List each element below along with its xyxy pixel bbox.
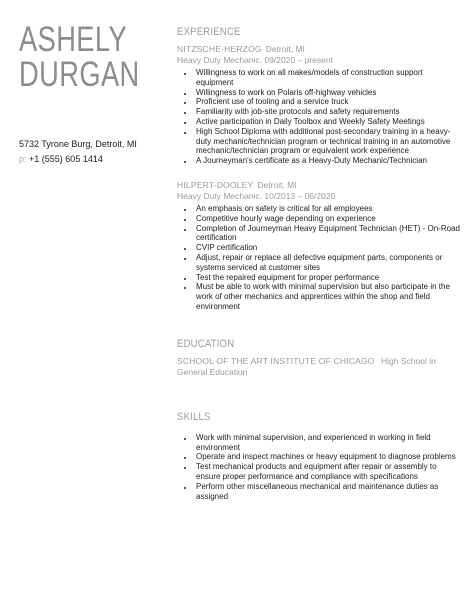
contact-info (19, 137, 137, 167)
job-location: Detroit, MI (257, 179, 297, 190)
job-bullets (177, 204, 462, 312)
list-item: • Willingness to work on all makes/models of construction support equipment (194, 68, 462, 88)
main-column (177, 26, 462, 501)
list-item: • Operate and inspect machines or heavy equipment to diagnose problems (194, 452, 462, 462)
experience-heading: EXPERIENCE (177, 26, 241, 38)
job-title-dates: Heavy Duty Mechanic. 10/2013 – 06/2020 (177, 190, 336, 201)
phone-number: +1 (555) 605 1414 (29, 154, 103, 164)
list-item: • Test the repaired equipment for proper performance (194, 273, 462, 283)
list-item: • Competitive hourly wage depending on experience (194, 214, 462, 224)
list-item: • Perform other miscellaneous mechanical and maintenance duties as assigned (194, 482, 462, 502)
job-entry (177, 180, 462, 312)
list-item: • Completion of Journeyman Heavy Equipment Technician (HET) - On-Road certification (194, 224, 462, 244)
first-name: ASHELY (19, 20, 128, 59)
name-block (19, 22, 159, 92)
list-item: • Willingness to work on Polaris off-highway vehicles (194, 88, 462, 98)
list-item: • Test mechanical products and equipment after repair or assembly to ensure proper performance and compliance with specifications (194, 462, 462, 482)
list-item: • Must be able to work with minimal supervision but also participate in the work of other mechanics and apprentices within the shop and field environment (194, 282, 462, 311)
list-item: • An emphasis on safety is critical for all employees (194, 204, 462, 214)
skills-list (177, 433, 462, 502)
list-item: • A Journeyman's certificate as a Heavy-Duty Mechanic/Technician (194, 156, 462, 166)
phone-prefix: p: (19, 154, 27, 164)
address: 5732 Tyrone Burg, Detroit, MI (19, 139, 137, 149)
list-item: • CVIP certification (194, 243, 462, 253)
education-heading: EDUCATION (177, 337, 235, 350)
list-item: • Adjust, repair or replace all defective equipment parts, components or systems serviced at customer sites (194, 253, 462, 273)
list-item: • High School Diploma with additional post-secondary training in a heavy-duty mechanic/technician program or technical training in an automotive mechanic/technician program or equivalent work experience (194, 127, 462, 156)
company-name: HILPERT-DOOLEY (177, 179, 254, 190)
list-item: • Proficient use of tooling and a service truck (194, 97, 462, 107)
job-header (177, 44, 462, 55)
phone-line (19, 152, 137, 167)
list-item: • Active participation in Daily Toolbox and Weekly Safety Meetings (194, 117, 462, 127)
company-name: NITZSCHE-HERZOG (177, 44, 262, 54)
list-item: • Work with minimal supervision, and experienced in working in field environment (194, 433, 462, 453)
job-title-dates: Heavy Duty Mechanic. 09/2020 – present (177, 55, 333, 65)
education-entry (177, 356, 462, 378)
degree: High School in General Education (177, 355, 436, 377)
last-name: DURGAN (19, 55, 140, 94)
skills-heading: SKILLS (177, 410, 211, 423)
job-location: Detroit, MI (265, 44, 305, 54)
job-entry (177, 44, 462, 166)
job-bullets (177, 68, 462, 166)
job-header (177, 180, 462, 191)
list-item: • Familiarity with job-site protocols and safety requirements (194, 107, 462, 117)
school-name: SCHOOL OF THE ART INSTITUTE OF CHICAGO (177, 355, 375, 366)
